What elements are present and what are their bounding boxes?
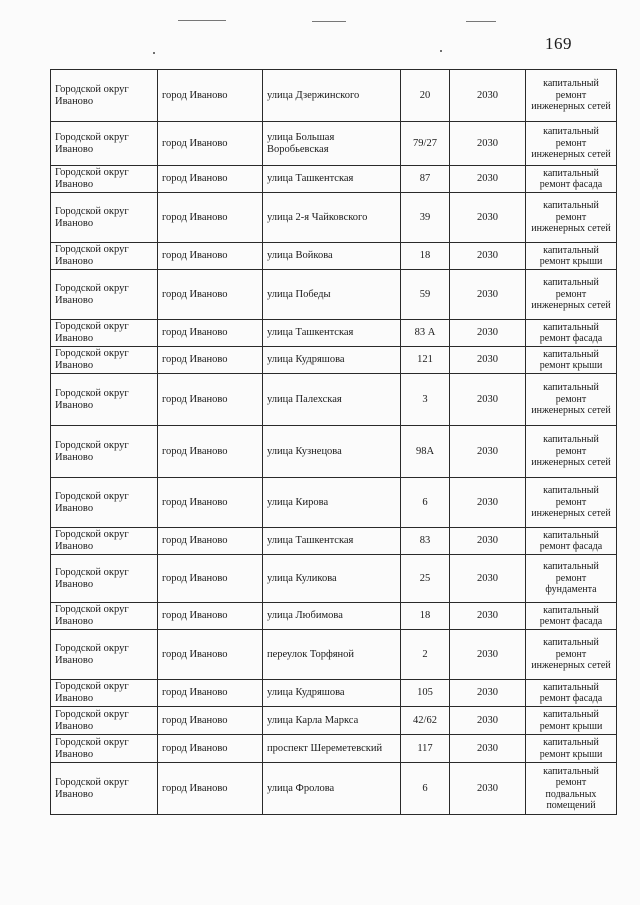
year-cell: 2030 <box>450 270 526 320</box>
house-number-cell: 83 <box>401 528 450 555</box>
work-type-cell: капитальный ремонт инженерных сетей <box>526 122 617 166</box>
city-cell: город Иваново <box>158 193 263 243</box>
house-number-cell: 105 <box>401 680 450 707</box>
district-cell: Городской округ Иваново <box>51 735 158 763</box>
table-row <box>51 122 617 166</box>
work-type-cell: капитальный ремонт крыши <box>526 347 617 374</box>
repair-schedule-table <box>50 69 617 815</box>
scan-artifact-line <box>466 21 496 22</box>
work-type-cell: капитальный ремонт фасада <box>526 320 617 347</box>
table-row <box>51 630 617 680</box>
district-cell: Городской округ Иваново <box>51 555 158 603</box>
page-number: 169 <box>545 34 572 53</box>
work-type-cell: капитальный ремонт крыши <box>526 735 617 763</box>
year-cell: 2030 <box>450 374 526 426</box>
street-cell: улица Фролова <box>263 763 401 815</box>
work-type-cell: капитальный ремонт подвальных помещений <box>526 763 617 815</box>
year-cell: 2030 <box>450 528 526 555</box>
district-cell: Городской округ Иваново <box>51 763 158 815</box>
table-row <box>51 426 617 478</box>
city-cell: город Иваново <box>158 320 263 347</box>
year-cell: 2030 <box>450 320 526 347</box>
table-row <box>51 270 617 320</box>
street-cell: улица Любимова <box>263 603 401 630</box>
year-cell: 2030 <box>450 680 526 707</box>
city-cell: город Иваново <box>158 478 263 528</box>
city-cell: город Иваново <box>158 555 263 603</box>
street-cell: улица Победы <box>263 270 401 320</box>
house-number-cell: 83 А <box>401 320 450 347</box>
scan-artifact-dot <box>153 52 155 54</box>
year-cell: 2030 <box>450 122 526 166</box>
work-type-cell: капитальный ремонт инженерных сетей <box>526 70 617 122</box>
district-cell: Городской округ Иваново <box>51 243 158 270</box>
house-number-cell: 6 <box>401 763 450 815</box>
table-row <box>51 166 617 193</box>
scan-artifact-line <box>178 20 226 21</box>
table-row <box>51 243 617 270</box>
house-number-cell: 79/27 <box>401 122 450 166</box>
city-cell: город Иваново <box>158 603 263 630</box>
city-cell: город Иваново <box>158 166 263 193</box>
street-cell: переулок Торфяной <box>263 630 401 680</box>
district-cell: Городской округ Иваново <box>51 193 158 243</box>
city-cell: город Иваново <box>158 122 263 166</box>
street-cell: улица Ташкентская <box>263 166 401 193</box>
street-cell: улица 2-я Чайковского <box>263 193 401 243</box>
city-cell: город Иваново <box>158 374 263 426</box>
work-type-cell: капитальный ремонт крыши <box>526 707 617 735</box>
district-cell: Городской округ Иваново <box>51 374 158 426</box>
district-cell: Городской округ Иваново <box>51 630 158 680</box>
table-body <box>51 70 617 815</box>
house-number-cell: 6 <box>401 478 450 528</box>
house-number-cell: 87 <box>401 166 450 193</box>
street-cell: улица Ташкентская <box>263 320 401 347</box>
street-cell: улица Кирова <box>263 478 401 528</box>
table-row <box>51 347 617 374</box>
year-cell: 2030 <box>450 630 526 680</box>
table-row <box>51 193 617 243</box>
district-cell: Городской округ Иваново <box>51 347 158 374</box>
district-cell: Городской округ Иваново <box>51 426 158 478</box>
district-cell: Городской округ Иваново <box>51 478 158 528</box>
table-row <box>51 603 617 630</box>
year-cell: 2030 <box>450 763 526 815</box>
work-type-cell: капитальный ремонт фасада <box>526 528 617 555</box>
house-number-cell: 18 <box>401 243 450 270</box>
year-cell: 2030 <box>450 347 526 374</box>
house-number-cell: 18 <box>401 603 450 630</box>
work-type-cell: капитальный ремонт инженерных сетей <box>526 374 617 426</box>
city-cell: город Иваново <box>158 680 263 707</box>
city-cell: город Иваново <box>158 243 263 270</box>
city-cell: город Иваново <box>158 270 263 320</box>
year-cell: 2030 <box>450 603 526 630</box>
house-number-cell: 25 <box>401 555 450 603</box>
street-cell: улица Кудряшова <box>263 680 401 707</box>
street-cell: улица Войкова <box>263 243 401 270</box>
work-type-cell: капитальный ремонт крыши <box>526 243 617 270</box>
year-cell: 2030 <box>450 70 526 122</box>
district-cell: Городской округ Иваново <box>51 320 158 347</box>
table-row <box>51 374 617 426</box>
year-cell: 2030 <box>450 166 526 193</box>
street-cell: улица Палехская <box>263 374 401 426</box>
house-number-cell: 121 <box>401 347 450 374</box>
work-type-cell: капитальный ремонт инженерных сетей <box>526 426 617 478</box>
street-cell: улица Ташкентская <box>263 528 401 555</box>
work-type-cell: капитальный ремонт фасада <box>526 603 617 630</box>
table-row <box>51 735 617 763</box>
table-row <box>51 320 617 347</box>
district-cell: Городской округ Иваново <box>51 270 158 320</box>
district-cell: Городской округ Иваново <box>51 680 158 707</box>
house-number-cell: 3 <box>401 374 450 426</box>
table-row <box>51 680 617 707</box>
year-cell: 2030 <box>450 707 526 735</box>
house-number-cell: 2 <box>401 630 450 680</box>
street-cell: улица Кудряшова <box>263 347 401 374</box>
table-row <box>51 555 617 603</box>
street-cell: улица Большая Воробьевская <box>263 122 401 166</box>
city-cell: город Иваново <box>158 347 263 374</box>
work-type-cell: капитальный ремонт фасада <box>526 166 617 193</box>
scan-artifact-line <box>312 21 346 22</box>
table-row <box>51 478 617 528</box>
table-row <box>51 70 617 122</box>
street-cell: улица Дзержинского <box>263 70 401 122</box>
table-row <box>51 763 617 815</box>
city-cell: город Иваново <box>158 763 263 815</box>
district-cell: Городской округ Иваново <box>51 603 158 630</box>
street-cell: улица Карла Маркса <box>263 707 401 735</box>
district-cell: Городской округ Иваново <box>51 528 158 555</box>
district-cell: Городской округ Иваново <box>51 166 158 193</box>
work-type-cell: капитальный ремонт инженерных сетей <box>526 630 617 680</box>
city-cell: город Иваново <box>158 707 263 735</box>
year-cell: 2030 <box>450 243 526 270</box>
house-number-cell: 117 <box>401 735 450 763</box>
house-number-cell: 20 <box>401 70 450 122</box>
work-type-cell: капитальный ремонт инженерных сетей <box>526 193 617 243</box>
work-type-cell: капитальный ремонт инженерных сетей <box>526 478 617 528</box>
district-cell: Городской округ Иваново <box>51 70 158 122</box>
table-row <box>51 707 617 735</box>
year-cell: 2030 <box>450 735 526 763</box>
work-type-cell: капитальный ремонт инженерных сетей <box>526 270 617 320</box>
city-cell: город Иваново <box>158 426 263 478</box>
year-cell: 2030 <box>450 193 526 243</box>
district-cell: Городской округ Иваново <box>51 707 158 735</box>
city-cell: город Иваново <box>158 630 263 680</box>
year-cell: 2030 <box>450 426 526 478</box>
house-number-cell: 42/62 <box>401 707 450 735</box>
year-cell: 2030 <box>450 478 526 528</box>
city-cell: город Иваново <box>158 70 263 122</box>
work-type-cell: капитальный ремонт фасада <box>526 680 617 707</box>
street-cell: улица Кузнецова <box>263 426 401 478</box>
year-cell: 2030 <box>450 555 526 603</box>
district-cell: Городской округ Иваново <box>51 122 158 166</box>
house-number-cell: 59 <box>401 270 450 320</box>
street-cell: проспект Шереметевский <box>263 735 401 763</box>
city-cell: город Иваново <box>158 735 263 763</box>
city-cell: город Иваново <box>158 528 263 555</box>
work-type-cell: капитальный ремонт фундамента <box>526 555 617 603</box>
street-cell: улица Куликова <box>263 555 401 603</box>
house-number-cell: 39 <box>401 193 450 243</box>
house-number-cell: 98А <box>401 426 450 478</box>
scan-artifact-dot <box>440 50 442 52</box>
table-row <box>51 528 617 555</box>
